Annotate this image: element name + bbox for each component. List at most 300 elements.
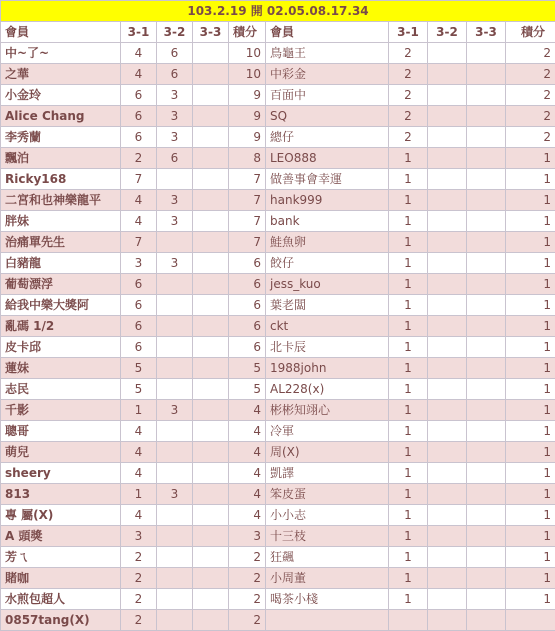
right-score-value: 1 (506, 421, 555, 442)
left-3-1-value: 1 (121, 484, 157, 505)
right-score-value: 1 (506, 295, 555, 316)
left-3-3-value (193, 442, 229, 463)
right-score-value: 2 (506, 85, 555, 106)
left-3-2-value (157, 526, 193, 547)
table-row (1, 190, 555, 211)
table-row (1, 505, 555, 526)
right-3-1-value: 1 (389, 274, 428, 295)
right-score-value: 2 (506, 43, 555, 64)
right-3-3-value (467, 316, 506, 337)
right-3-3-value (467, 421, 506, 442)
left-3-2-value: 3 (157, 127, 193, 148)
right-3-2-value (428, 463, 467, 484)
right-member-name: 彬彬知翊心 (266, 400, 389, 421)
right-score-value: 1 (506, 253, 555, 274)
right-3-1-value: 1 (389, 400, 428, 421)
left-score-value: 10 (229, 64, 266, 85)
left-3-2-value (157, 337, 193, 358)
table-row (1, 274, 555, 295)
left-member-name: 芳ㄟ (1, 547, 121, 568)
left-3-1-value: 2 (121, 547, 157, 568)
right-score-value: 1 (506, 379, 555, 400)
table-row (1, 358, 555, 379)
left-score-value: 10 (229, 43, 266, 64)
right-3-1-value: 1 (389, 526, 428, 547)
right-3-3-value (467, 190, 506, 211)
left-score-value: 3 (229, 526, 266, 547)
left-score-value: 6 (229, 316, 266, 337)
left-3-2-value (157, 295, 193, 316)
right-3-1-value: 2 (389, 43, 428, 64)
right-3-3-value (467, 148, 506, 169)
right-member-name: 鳥龜王 (266, 43, 389, 64)
left-3-1-value: 7 (121, 232, 157, 253)
left-3-3-value (193, 547, 229, 568)
left-score-value: 6 (229, 337, 266, 358)
right-3-3-value (467, 568, 506, 589)
left-member-name: 聰哥 (1, 421, 121, 442)
right-3-3-value (467, 589, 506, 610)
right-3-2-value (428, 526, 467, 547)
left-3-3-value (193, 295, 229, 316)
left-3-3-value (193, 211, 229, 232)
table-row (1, 148, 555, 169)
left-member-name: 給我中樂大獎阿 (1, 295, 121, 316)
right-member-name: LEO888 (266, 148, 389, 169)
right-member-name: 十三枝 (266, 526, 389, 547)
table-row (1, 526, 555, 547)
right-score-value: 1 (506, 589, 555, 610)
right-3-3-value (467, 64, 506, 85)
left-3-1-value: 4 (121, 190, 157, 211)
left-member-name: sheery (1, 463, 121, 484)
left-member-name: 千影 (1, 400, 121, 421)
right-member-name: 總仔 (266, 127, 389, 148)
left-score-value: 7 (229, 232, 266, 253)
right-score-value: 1 (506, 568, 555, 589)
left-3-2-value (157, 358, 193, 379)
left-3-3-value (193, 43, 229, 64)
left-score-value: 9 (229, 106, 266, 127)
left-3-2-value (157, 610, 193, 631)
left-3-1-value: 4 (121, 43, 157, 64)
right-3-2-value (428, 484, 467, 505)
left-member-name: Ricky168 (1, 169, 121, 190)
right-3-3-value (467, 484, 506, 505)
left-3-1-value: 6 (121, 337, 157, 358)
left-member-name: 中~了~ (1, 43, 121, 64)
right-3-1-value: 1 (389, 568, 428, 589)
right-score-value: 1 (506, 190, 555, 211)
left-member-name: 飄泊 (1, 148, 121, 169)
right-3-1-value: 2 (389, 127, 428, 148)
left-3-1-value: 3 (121, 526, 157, 547)
right-score-value: 1 (506, 400, 555, 421)
left-3-2-value (157, 505, 193, 526)
left-3-1-value: 2 (121, 589, 157, 610)
right-3-1-value: 1 (389, 232, 428, 253)
right-3-1-value: 1 (389, 190, 428, 211)
right-3-3-value (467, 43, 506, 64)
right-score-value: 1 (506, 232, 555, 253)
right-member-name: 周(X) (266, 442, 389, 463)
left-3-2-value (157, 421, 193, 442)
right-3-2-value (428, 379, 467, 400)
right-3-3-value (467, 274, 506, 295)
right-3-2-value (428, 442, 467, 463)
table-row (1, 484, 555, 505)
right-score-value: 2 (506, 64, 555, 85)
right-3-3-value (467, 253, 506, 274)
left-3-1-value: 2 (121, 568, 157, 589)
header-3-3-right: 3-3 (467, 22, 506, 43)
left-score-value: 4 (229, 484, 266, 505)
left-3-3-value (193, 400, 229, 421)
right-3-2-value (428, 274, 467, 295)
right-3-2-value (428, 169, 467, 190)
left-member-name: 皮卡邱 (1, 337, 121, 358)
right-score-value: 1 (506, 148, 555, 169)
left-3-2-value (157, 169, 193, 190)
right-3-1-value: 1 (389, 463, 428, 484)
right-3-3-value (467, 232, 506, 253)
left-member-name: 葡萄漂浮 (1, 274, 121, 295)
right-3-1-value: 1 (389, 253, 428, 274)
right-member-name: 小周董 (266, 568, 389, 589)
right-member-name: 百面中 (266, 85, 389, 106)
right-3-3-value (467, 379, 506, 400)
right-score-value: 1 (506, 442, 555, 463)
right-score-value: 1 (506, 337, 555, 358)
left-3-3-value (193, 421, 229, 442)
right-3-2-value (428, 505, 467, 526)
left-3-3-value (193, 316, 229, 337)
left-member-name: 813 (1, 484, 121, 505)
left-member-name: 亂碼 1/2 (1, 316, 121, 337)
header-3-1-left: 3-1 (121, 22, 157, 43)
header-3-2-left: 3-2 (157, 22, 193, 43)
right-3-3-value (467, 106, 506, 127)
left-member-name: 水煎包超人 (1, 589, 121, 610)
left-3-1-value: 5 (121, 358, 157, 379)
right-3-2-value (428, 127, 467, 148)
left-3-3-value (193, 337, 229, 358)
right-3-2-value (428, 64, 467, 85)
right-member-name: SQ (266, 106, 389, 127)
header-3-2-right: 3-2 (428, 22, 467, 43)
right-3-1-value: 1 (389, 484, 428, 505)
right-member-name: hank999 (266, 190, 389, 211)
left-3-3-value (193, 64, 229, 85)
right-3-3-value (467, 505, 506, 526)
left-3-3-value (193, 484, 229, 505)
left-score-value: 4 (229, 400, 266, 421)
table-row (1, 253, 555, 274)
right-score-value: 1 (506, 526, 555, 547)
right-member-name: 喝茶小棧 (266, 589, 389, 610)
right-3-3-value (467, 610, 506, 631)
left-3-2-value: 3 (157, 253, 193, 274)
right-3-2-value (428, 43, 467, 64)
left-3-2-value (157, 232, 193, 253)
table-row (1, 421, 555, 442)
right-member-name: 1988john (266, 358, 389, 379)
table-row (1, 400, 555, 421)
right-3-1-value: 2 (389, 64, 428, 85)
table-row (1, 316, 555, 337)
title-row (1, 1, 555, 22)
right-score-value: 1 (506, 463, 555, 484)
right-3-3-value (467, 85, 506, 106)
left-3-3-value (193, 463, 229, 484)
left-member-name: 蓮妹 (1, 358, 121, 379)
left-3-2-value: 3 (157, 211, 193, 232)
left-3-3-value (193, 526, 229, 547)
left-3-2-value: 3 (157, 85, 193, 106)
left-3-3-value (193, 358, 229, 379)
left-member-name: 李秀蘭 (1, 127, 121, 148)
right-3-1-value: 1 (389, 442, 428, 463)
left-3-3-value (193, 274, 229, 295)
right-3-1-value: 1 (389, 379, 428, 400)
left-3-2-value: 3 (157, 190, 193, 211)
right-3-1-value: 1 (389, 505, 428, 526)
table-row (1, 85, 555, 106)
right-score-value: 1 (506, 169, 555, 190)
right-3-2-value (428, 547, 467, 568)
right-3-3-value (467, 337, 506, 358)
right-member-name: 冷軍 (266, 421, 389, 442)
right-3-1-value: 2 (389, 106, 428, 127)
right-3-2-value (428, 211, 467, 232)
right-3-1-value: 1 (389, 316, 428, 337)
right-3-3-value (467, 547, 506, 568)
right-3-2-value (428, 400, 467, 421)
left-3-1-value: 6 (121, 106, 157, 127)
left-3-3-value (193, 505, 229, 526)
right-member-name (266, 610, 389, 631)
table-row (1, 610, 555, 631)
table-row (1, 211, 555, 232)
left-3-3-value (193, 169, 229, 190)
right-3-2-value (428, 421, 467, 442)
left-3-2-value (157, 316, 193, 337)
right-3-1-value: 1 (389, 421, 428, 442)
table-row (1, 127, 555, 148)
right-3-3-value (467, 295, 506, 316)
right-member-name: 小小志 (266, 505, 389, 526)
left-3-1-value: 5 (121, 379, 157, 400)
right-member-name: 葉老闆 (266, 295, 389, 316)
left-3-3-value (193, 253, 229, 274)
left-3-1-value: 4 (121, 442, 157, 463)
left-3-3-value (193, 106, 229, 127)
right-3-2-value (428, 358, 467, 379)
right-3-1-value: 1 (389, 148, 428, 169)
right-3-1-value: 1 (389, 358, 428, 379)
right-3-3-value (467, 211, 506, 232)
table-row (1, 568, 555, 589)
sheet-title: 103.2.19 開 02.05.08.17.34 (1, 1, 555, 22)
left-score-value: 9 (229, 127, 266, 148)
left-3-2-value: 6 (157, 148, 193, 169)
right-score-value: 2 (506, 127, 555, 148)
left-3-3-value (193, 379, 229, 400)
left-3-1-value: 4 (121, 64, 157, 85)
header-score-right: 積分 (506, 22, 555, 43)
left-3-2-value: 6 (157, 43, 193, 64)
left-3-1-value: 3 (121, 253, 157, 274)
left-score-value: 6 (229, 253, 266, 274)
right-3-3-value (467, 463, 506, 484)
right-3-2-value (428, 253, 467, 274)
right-score-value: 1 (506, 358, 555, 379)
left-3-2-value (157, 274, 193, 295)
table-row (1, 547, 555, 568)
table-row (1, 379, 555, 400)
right-3-2-value (428, 106, 467, 127)
left-3-2-value (157, 589, 193, 610)
left-3-3-value (193, 232, 229, 253)
left-score-value: 6 (229, 295, 266, 316)
header-3-3-left: 3-3 (193, 22, 229, 43)
right-score-value (506, 610, 555, 631)
right-3-1-value (389, 610, 428, 631)
left-score-value: 2 (229, 568, 266, 589)
right-3-3-value (467, 358, 506, 379)
right-member-name: bank (266, 211, 389, 232)
left-3-3-value (193, 589, 229, 610)
right-3-3-value (467, 169, 506, 190)
header-member-right: 會員 (266, 22, 389, 43)
left-member-name: 志民 (1, 379, 121, 400)
left-member-name: 二宮和也神樂龍平 (1, 190, 121, 211)
left-member-name: 之華 (1, 64, 121, 85)
right-3-1-value: 1 (389, 337, 428, 358)
table-row (1, 64, 555, 85)
table-row (1, 106, 555, 127)
left-3-3-value (193, 85, 229, 106)
left-3-1-value: 7 (121, 169, 157, 190)
left-member-name: 賭咖 (1, 568, 121, 589)
left-score-value: 8 (229, 148, 266, 169)
right-3-2-value (428, 568, 467, 589)
table-row (1, 463, 555, 484)
left-member-name: 白豬龍 (1, 253, 121, 274)
left-score-value: 7 (229, 169, 266, 190)
header-3-1-right: 3-1 (389, 22, 428, 43)
right-member-name: AL228(x) (266, 379, 389, 400)
right-score-value: 1 (506, 505, 555, 526)
left-3-1-value: 6 (121, 274, 157, 295)
left-3-2-value (157, 568, 193, 589)
right-3-1-value: 1 (389, 211, 428, 232)
left-3-2-value (157, 379, 193, 400)
left-score-value: 4 (229, 442, 266, 463)
table-row (1, 295, 555, 316)
right-3-2-value (428, 316, 467, 337)
left-3-2-value: 3 (157, 400, 193, 421)
right-member-name: 做善事會幸運 (266, 169, 389, 190)
left-3-1-value: 2 (121, 148, 157, 169)
left-3-3-value (193, 148, 229, 169)
right-3-2-value (428, 610, 467, 631)
right-score-value: 1 (506, 316, 555, 337)
left-score-value: 6 (229, 274, 266, 295)
right-3-2-value (428, 337, 467, 358)
table-row (1, 169, 555, 190)
left-3-1-value: 6 (121, 316, 157, 337)
left-3-2-value (157, 463, 193, 484)
right-score-value: 1 (506, 211, 555, 232)
left-score-value: 5 (229, 358, 266, 379)
right-3-2-value (428, 295, 467, 316)
left-3-1-value: 4 (121, 421, 157, 442)
left-3-1-value: 4 (121, 211, 157, 232)
right-member-name: 鮭魚卵 (266, 232, 389, 253)
right-3-1-value: 1 (389, 547, 428, 568)
left-score-value: 4 (229, 463, 266, 484)
left-score-value: 7 (229, 211, 266, 232)
left-score-value: 5 (229, 379, 266, 400)
left-3-1-value: 6 (121, 85, 157, 106)
right-3-2-value (428, 190, 467, 211)
left-member-name: 治痛單先生 (1, 232, 121, 253)
left-member-name: 小金玲 (1, 85, 121, 106)
left-3-2-value: 3 (157, 484, 193, 505)
table-row (1, 337, 555, 358)
right-score-value: 1 (506, 274, 555, 295)
left-score-value: 2 (229, 610, 266, 631)
table-row (1, 43, 555, 64)
right-3-2-value (428, 589, 467, 610)
right-member-name: 中彩金 (266, 64, 389, 85)
right-score-value: 2 (506, 106, 555, 127)
right-member-name: 餃仔 (266, 253, 389, 274)
left-score-value: 7 (229, 190, 266, 211)
right-3-1-value: 2 (389, 85, 428, 106)
header-row (1, 22, 555, 43)
left-member-name: 專 屬(X) (1, 505, 121, 526)
left-3-2-value: 3 (157, 106, 193, 127)
right-3-2-value (428, 148, 467, 169)
right-3-1-value: 1 (389, 169, 428, 190)
header-member-left: 會員 (1, 22, 121, 43)
left-3-2-value (157, 547, 193, 568)
right-member-name: jess_kuo (266, 274, 389, 295)
left-3-2-value: 6 (157, 64, 193, 85)
left-3-1-value: 4 (121, 463, 157, 484)
left-3-1-value: 4 (121, 505, 157, 526)
left-3-1-value: 6 (121, 127, 157, 148)
right-3-3-value (467, 400, 506, 421)
header-score-left: 積分 (229, 22, 266, 43)
left-score-value: 2 (229, 547, 266, 568)
left-member-name: 胖妹 (1, 211, 121, 232)
left-3-1-value: 1 (121, 400, 157, 421)
left-score-value: 4 (229, 505, 266, 526)
left-3-3-value (193, 127, 229, 148)
table-row (1, 589, 555, 610)
left-3-3-value (193, 190, 229, 211)
left-3-2-value (157, 442, 193, 463)
right-3-1-value: 1 (389, 295, 428, 316)
right-3-3-value (467, 127, 506, 148)
right-3-3-value (467, 442, 506, 463)
table-row (1, 232, 555, 253)
right-member-name: 凱譯 (266, 463, 389, 484)
right-member-name: 北卡辰 (266, 337, 389, 358)
